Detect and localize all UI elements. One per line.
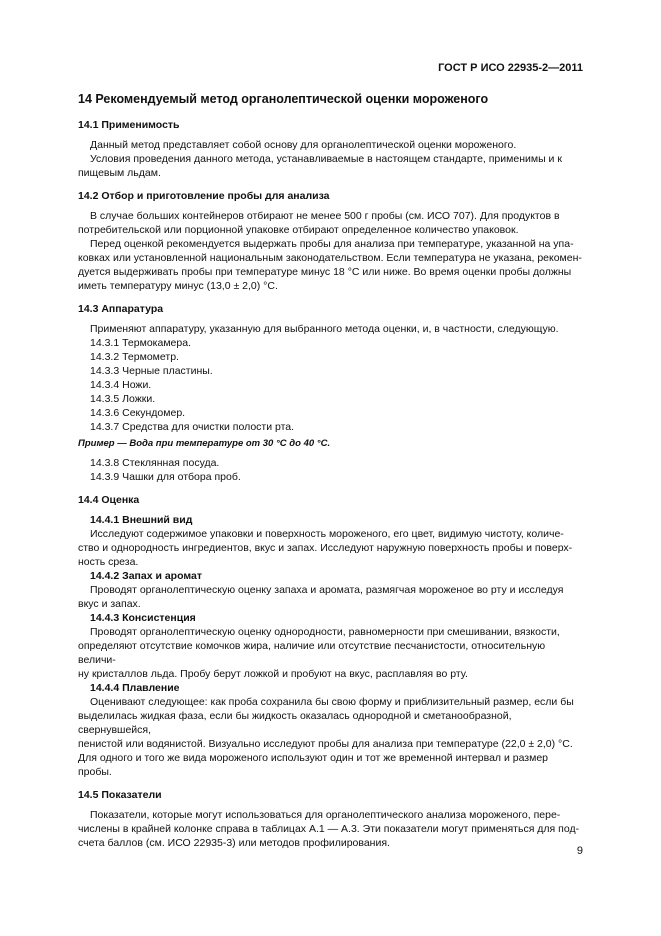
section-14-2-heading: 14.2 Отбор и приготовление пробы для анализа — [78, 190, 330, 202]
s1441-heading: 14.4.1 Внешний вид — [90, 514, 193, 526]
page-number: 9 — [576, 845, 583, 857]
s145-l1: Показатели, которые могут использоваться для органолептического анализа мороженого, пере- — [90, 809, 561, 821]
s1444-l3: пенистой или водянистой. Визуально исследуют пробы для анализа при температуре (22,0 ± 2,0) °С. — [78, 738, 573, 750]
section-14-1-heading: 14.1 Применимость — [78, 119, 180, 131]
s143-item-6: 14.3.6 Секундомер. — [90, 407, 186, 419]
s1444-l4: Для одного и того же вида мороженого используют один и тот же временной интервал и размер пробы. — [78, 752, 549, 778]
s142-p2b: ковках или установленной национальным законодательством. Если температура не указана, рекомен- — [78, 252, 582, 264]
s141-p1-text: Данный метод представляет собой основу для органолептической оценки мороженого. — [90, 139, 517, 151]
section-14-title: 14 Рекомендуемый метод органолептической оценки мороженого — [78, 92, 489, 106]
s141-p2a: Условия проведения данного метода, устанавливаемые в настоящем стандарте, применимы и к — [90, 153, 562, 165]
s1443-l3: ну кристаллов льда. Пробу берут ложкой и пробуют на вкус, расплавляя во рту. — [78, 668, 468, 680]
section-14-3-heading: 14.3 Аппаратура — [78, 303, 164, 315]
s142-p2d: иметь температуру минус (13,0 ± 2,0) °С. — [78, 280, 278, 292]
s141-p1 — [90, 138, 583, 152]
section-14-4-heading: 14.4 Оценка — [78, 494, 140, 506]
s1444-heading: 14.4.4 Плавление — [90, 682, 180, 694]
s143-item-7: 14.3.7 Средства для очистки полости рта. — [90, 421, 295, 433]
s1443-l1: Проводят органолептическую оценку однородности, равномерности при смешивании, вязкости, — [90, 626, 560, 638]
s1441-l2: ство и однородность ингредиентов, вкус и запах. Исследуют наружную поверхность пробы и поверх- — [78, 542, 573, 554]
s142-p2a: Перед оценкой рекомендуется выдержать пробы для анализа при температуре, указанной на упа- — [90, 238, 574, 250]
s143-item-8: 14.3.8 Стеклянная посуда. — [90, 457, 220, 469]
s143-item-5: 14.3.5 Ложки. — [90, 393, 156, 405]
s1442-l2: вкус и запах. — [78, 598, 141, 610]
s1441-l3: ность среза. — [78, 556, 139, 568]
s1442-l1: Проводят органолептическую оценку запаха и аромата, размягчая мороженое во рту и исследуя — [90, 584, 564, 596]
s143-item-4: 14.3.4 Ножи. — [90, 379, 152, 391]
s143-item-1: 14.3.1 Термокамера. — [90, 337, 191, 349]
s1443-heading: 14.4.3 Консистенция — [90, 612, 196, 624]
s143-item-2: 14.3.2 Термометр. — [90, 351, 179, 363]
s145-l2: числены в крайней колонке справа в таблицах А.1 — А.3. Эти показатели могут применяться для под- — [78, 823, 580, 835]
s142-p1a: В случае больших контейнеров отбирают не менее 500 г пробы (см. ИСО 707). Для продуктов в — [90, 210, 560, 222]
s143-intro: Применяют аппаратуру, указанную для выбранного метода оценки, и, в частности, следующую. — [90, 323, 559, 335]
section-14-5-heading: 14.5 Показатели — [78, 789, 162, 801]
s1444-l1: Оценивают следующее: как проба сохранила бы свою форму и приблизительный размер, если бы — [90, 696, 574, 708]
s145-l3: счета баллов (см. ИСО 22935-3) или методов профилирования. — [78, 837, 390, 849]
s1443-l2: определяют отсутствие комочков жира, наличие или отсутствие песчанистости, относительную величи- — [78, 640, 546, 666]
document-header: ГОСТ Р ИСО 22935-2—2011 — [438, 62, 583, 74]
s142-p2c: дуется выдерживать пробы при температуре минус 18 °С или ниже. Во время оценки пробы должны — [78, 266, 572, 278]
s143-item-9: 14.3.9 Чашки для отбора проб. — [90, 471, 241, 483]
s1441-l1: Исследуют содержимое упаковки и поверхность мороженого, его цвет, видимую чистоту, количе- — [90, 528, 564, 540]
s142-p1b: потребительской или порционной упаковке отбирают определенное количество упаковок. — [78, 224, 519, 236]
s141-p2b: пищевым льдам. — [78, 167, 161, 179]
s143-example: Пример — Вода при температуре от 30 °С до 40 °С. — [78, 438, 331, 449]
s143-item-3: 14.3.3 Черные пластины. — [90, 365, 213, 377]
document-body — [78, 92, 583, 850]
s1444-l2: выделилась жидкая фаза, если бы жидкость оказалась однородной и сметанообразной, свернувшейся, — [78, 710, 512, 736]
s1442-heading: 14.4.2 Запах и аромат — [90, 570, 202, 582]
